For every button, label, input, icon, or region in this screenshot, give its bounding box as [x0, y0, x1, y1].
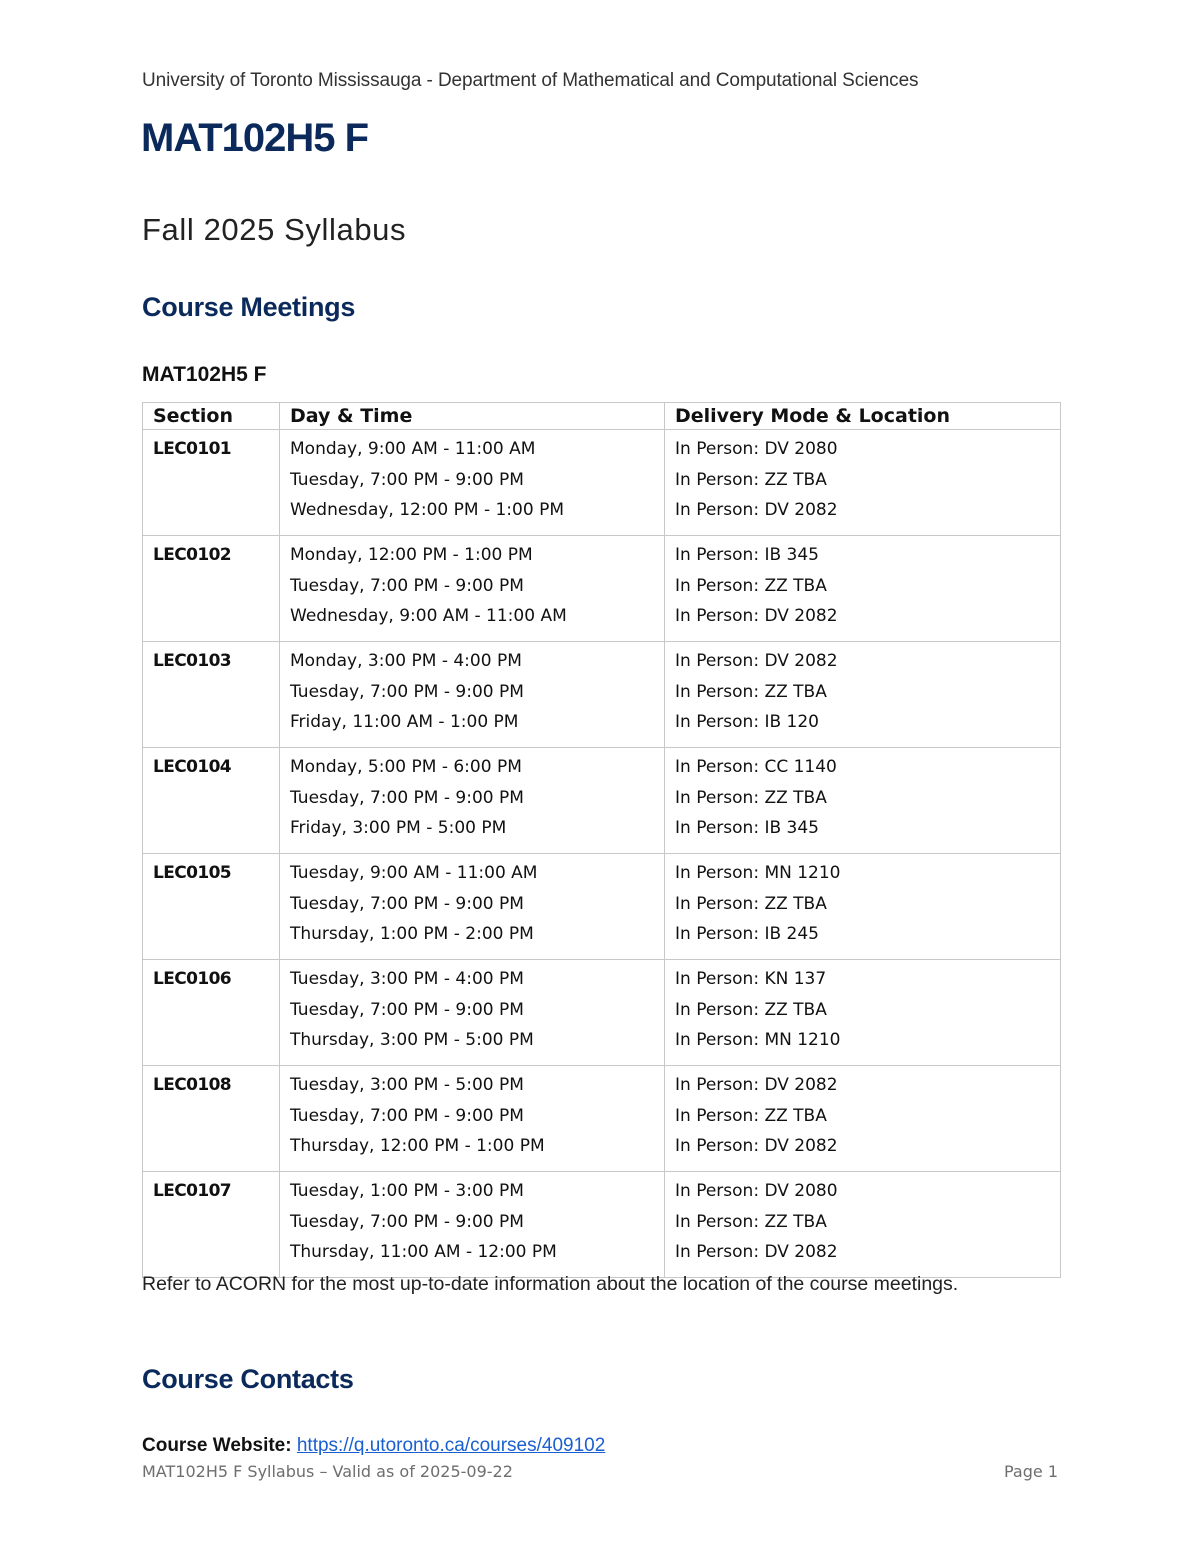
section-cell: LEC0102 — [143, 536, 280, 642]
day-time-cell — [280, 536, 665, 642]
meeting-time: Tuesday, 7:00 PM - 9:00 PM — [290, 575, 524, 596]
table-row — [143, 748, 1061, 854]
meeting-time: Thursday, 11:00 AM - 12:00 PM — [290, 1242, 557, 1262]
meeting-location: In Person: IB 245 — [675, 924, 819, 944]
meeting-location: In Person: DV 2082 — [675, 1242, 838, 1262]
meeting-time: Monday, 3:00 PM - 4:00 PM — [290, 651, 522, 671]
meeting-time: Tuesday, 7:00 PM - 9:00 PM — [290, 681, 524, 702]
meeting-time: Friday, 3:00 PM - 5:00 PM — [290, 818, 507, 838]
column-header-day-time: Day & Time — [280, 403, 665, 430]
meetings-course-subheading: MAT102H5 F — [142, 363, 267, 386]
table-row — [143, 960, 1061, 1066]
column-header-delivery-location: Delivery Mode & Location — [665, 403, 1061, 430]
meeting-location: In Person: DV 2082 — [675, 1136, 838, 1156]
meeting-time: Tuesday, 9:00 AM - 11:00 AM — [290, 863, 538, 883]
meeting-location: In Person: KN 137 — [675, 969, 827, 989]
meeting-time: Monday, 9:00 AM - 11:00 AM — [290, 439, 536, 459]
day-time-cell — [280, 1172, 665, 1278]
section-cell: LEC0105 — [143, 854, 280, 960]
meeting-time: Tuesday, 7:00 PM - 9:00 PM — [290, 893, 524, 914]
meeting-location: In Person: ZZ TBA — [675, 1211, 827, 1232]
meeting-time: Tuesday, 3:00 PM - 4:00 PM — [290, 969, 524, 989]
day-time-cell — [280, 430, 665, 536]
meeting-time: Tuesday, 7:00 PM - 9:00 PM — [290, 999, 524, 1020]
table-header-row — [143, 403, 1061, 430]
meeting-location: In Person: CC 1140 — [675, 757, 837, 777]
meeting-location: In Person: ZZ TBA — [675, 1105, 827, 1126]
meeting-location: In Person: DV 2082 — [675, 651, 838, 671]
column-header-section: Section — [143, 403, 280, 430]
meeting-time: Tuesday, 1:00 PM - 3:00 PM — [290, 1181, 524, 1201]
meeting-location: In Person: ZZ TBA — [675, 575, 827, 596]
section-cell: LEC0107 — [143, 1172, 280, 1278]
meeting-location: In Person: MN 1210 — [675, 863, 841, 883]
institution-header: University of Toronto Mississauga - Department of Mathematical and Computational Sciences — [142, 70, 919, 91]
meeting-location: In Person: ZZ TBA — [675, 787, 827, 808]
meeting-time: Wednesday, 9:00 AM - 11:00 AM — [290, 606, 567, 626]
meeting-time: Thursday, 12:00 PM - 1:00 PM — [290, 1136, 545, 1156]
course-contacts-heading: Course Contacts — [142, 1364, 354, 1394]
table-row — [143, 1066, 1061, 1172]
syllabus-title: Fall 2025 Syllabus — [142, 212, 407, 247]
meeting-location: In Person: MN 1210 — [675, 1030, 841, 1050]
meeting-location: In Person: DV 2080 — [675, 439, 838, 459]
course-website-line — [142, 1435, 605, 1457]
table-row — [143, 642, 1061, 748]
location-cell — [665, 536, 1061, 642]
meeting-time: Tuesday, 7:00 PM - 9:00 PM — [290, 1211, 524, 1232]
location-cell — [665, 642, 1061, 748]
location-cell — [665, 430, 1061, 536]
course-meetings-heading: Course Meetings — [142, 292, 356, 322]
location-cell — [665, 1066, 1061, 1172]
day-time-cell — [280, 960, 665, 1066]
meeting-time: Monday, 5:00 PM - 6:00 PM — [290, 757, 522, 777]
section-cell: LEC0101 — [143, 430, 280, 536]
location-cell — [665, 1172, 1061, 1278]
location-cell — [665, 748, 1061, 854]
meeting-time: Tuesday, 7:00 PM - 9:00 PM — [290, 787, 524, 808]
meeting-location: In Person: ZZ TBA — [675, 469, 827, 490]
meeting-time: Tuesday, 7:00 PM - 9:00 PM — [290, 1105, 524, 1126]
day-time-cell — [280, 1066, 665, 1172]
table-row — [143, 430, 1061, 536]
table-row — [143, 854, 1061, 960]
day-time-cell — [280, 748, 665, 854]
meeting-location: In Person: DV 2080 — [675, 1181, 838, 1201]
day-time-cell — [280, 642, 665, 748]
course-website-link[interactable]: https://q.utoronto.ca/courses/409102 — [296, 1435, 606, 1456]
meeting-time: Tuesday, 3:00 PM - 5:00 PM — [290, 1075, 524, 1095]
meeting-location: In Person: DV 2082 — [675, 606, 838, 626]
day-time-cell — [280, 854, 665, 960]
table-row — [143, 1172, 1061, 1278]
footer-validity: MAT102H5 F Syllabus – Valid as of 2025-09-22 — [142, 1462, 513, 1481]
meeting-time: Thursday, 1:00 PM - 2:00 PM — [290, 924, 534, 944]
location-cell — [665, 854, 1061, 960]
meeting-location: In Person: DV 2082 — [675, 1075, 838, 1095]
meeting-location: In Person: ZZ TBA — [675, 999, 827, 1020]
section-cell: LEC0103 — [143, 642, 280, 748]
meeting-time: Wednesday, 12:00 PM - 1:00 PM — [290, 500, 564, 520]
course-website-label: Course Website: — [142, 1435, 292, 1456]
meeting-location: In Person: IB 120 — [675, 712, 819, 732]
meeting-location: In Person: DV 2082 — [675, 500, 838, 520]
section-cell: LEC0104 — [143, 748, 280, 854]
table-row — [143, 536, 1061, 642]
meeting-time: Friday, 11:00 AM - 1:00 PM — [290, 712, 519, 732]
meeting-time: Tuesday, 7:00 PM - 9:00 PM — [290, 469, 524, 490]
course-code-title: MAT102H5 F — [141, 116, 369, 160]
meeting-location: In Person: ZZ TBA — [675, 893, 827, 914]
section-cell: LEC0106 — [143, 960, 280, 1066]
footer-page-number: Page 1 — [1004, 1462, 1058, 1481]
meeting-time: Monday, 12:00 PM - 1:00 PM — [290, 545, 533, 565]
meeting-time: Thursday, 3:00 PM - 5:00 PM — [290, 1030, 534, 1050]
meeting-location: In Person: ZZ TBA — [675, 681, 827, 702]
meeting-location: In Person: IB 345 — [675, 545, 819, 565]
section-cell: LEC0108 — [143, 1066, 280, 1172]
course-meetings-table — [142, 402, 1061, 1278]
location-cell — [665, 960, 1061, 1066]
meeting-location: In Person: IB 345 — [675, 818, 819, 838]
acorn-note: Refer to ACORN for the most up-to-date information about the location of the course meetings. — [142, 1273, 959, 1295]
